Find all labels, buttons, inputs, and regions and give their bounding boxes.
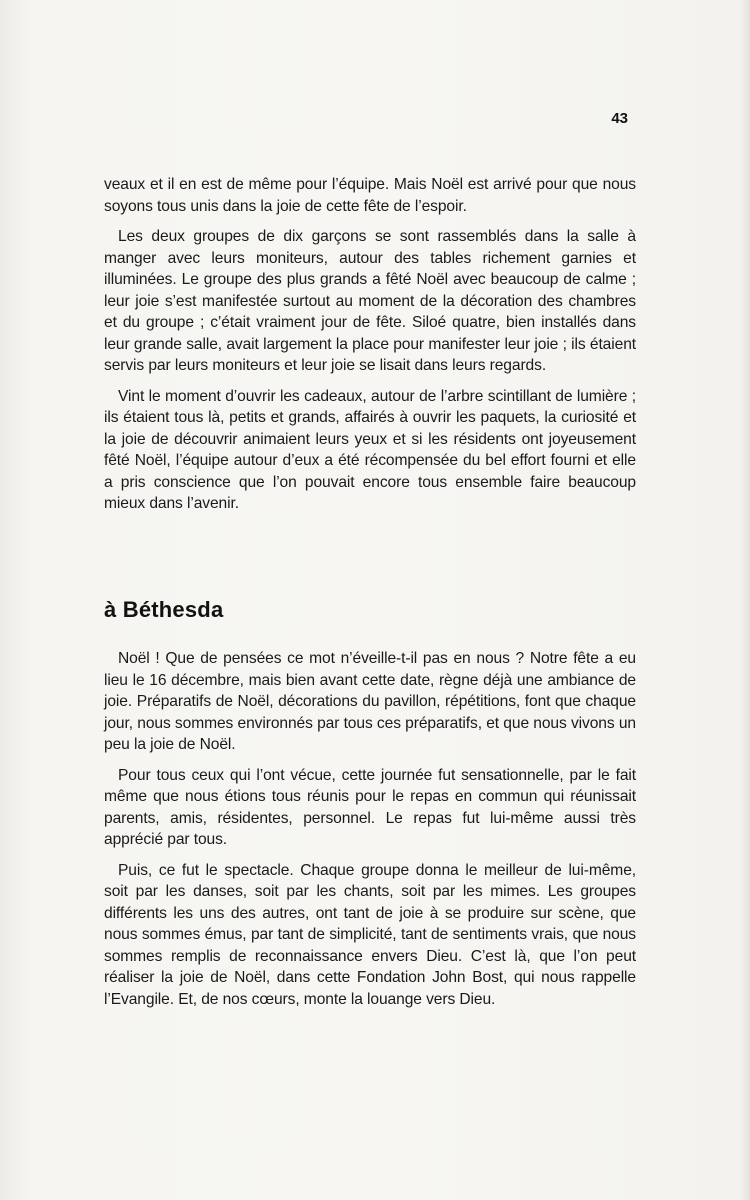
paragraph: veaux et il en est de même pour l’équipe. Mais Noël est arrivé pour que nous soyons tous unis dans la joie de cette fête de l’espoir. xyxy=(104,176,636,215)
paragraph: Vint le moment d’ouvrir les cadeaux, autour de l’arbre scintillant de lumière ; ils étaient tous là, petits et grands, affairés à ouvrir les paquets, la curiosité et la joie de découvrir animaient leurs yeux et si les résidents ont joyeusement fêté Noël, l’équipe autour d’eux a été récompensée du bel effort fourni et elle a pris conscience que l’on pouvait encore tous ensemble faire beaucoup mieux dans l’avenir. xyxy=(104,387,636,512)
paragraph: Les deux groupes de dix garçons se sont rassemblés dans la salle à manger avec leurs moniteurs, autour des tables richement garnies et illuminées. Le groupe des plus grands a fêté Noël avec beaucoup de calme ; leur joie s’est manifestée surtout au moment de la décoration des chambres et du groupe ; c’était vraiment jour de fête. Siloé quatre, bien installés dans leur grande salle, avait largement la place pour manifester leur joie ; ils étaient servis par leurs moniteurs et leur joie se lisait dans leurs regards. xyxy=(104,228,636,374)
section-1-text xyxy=(104,174,636,524)
paragraph: Puis, ce fut le spectacle. Chaque groupe donna le meilleur de lui-même, soit par les danses, soit par les chants, soit par les mimes. Les groupes différents les uns des autres, ont tant de joie à se produire sur scène, que nous sommes émus, par tant de simplicité, tant de sentiments vrais, que nous sommes remplis de reconnaissance envers Dieu. C’est là, que l’on peut réaliser la joie de Noël, dans cette Fondation John Bost, qui nous rappelle l’Evangile. Et, de nos cœurs, monte la louange vers Dieu. xyxy=(104,861,636,1008)
paragraph: Noël ! Que de pensées ce mot n’éveille-t-il pas en nous ? Notre fête a eu lieu le 16 décembre, mais bien avant cette date, règne déjà une ambiance de joie. Préparatifs de Noël, décorations du pavillon, répétitions, font que chaque jour, nous sommes environnés par tous ces préparatifs, et que nous vivons un peu la joie de Noël. xyxy=(104,650,636,753)
paragraph: Pour tous ceux qui l’ont vécue, cette journée fut sensationnelle, par le fait même que nous étions tous réunis pour le repas en commun qui réunissait parents, amis, résidentes, personnel. Le repas fut lui-même aussi très apprécié par tous. xyxy=(104,766,636,848)
section-heading: à Béthesda xyxy=(104,597,224,622)
page-number: 43 xyxy=(611,110,628,127)
section-2-text xyxy=(104,648,636,1019)
